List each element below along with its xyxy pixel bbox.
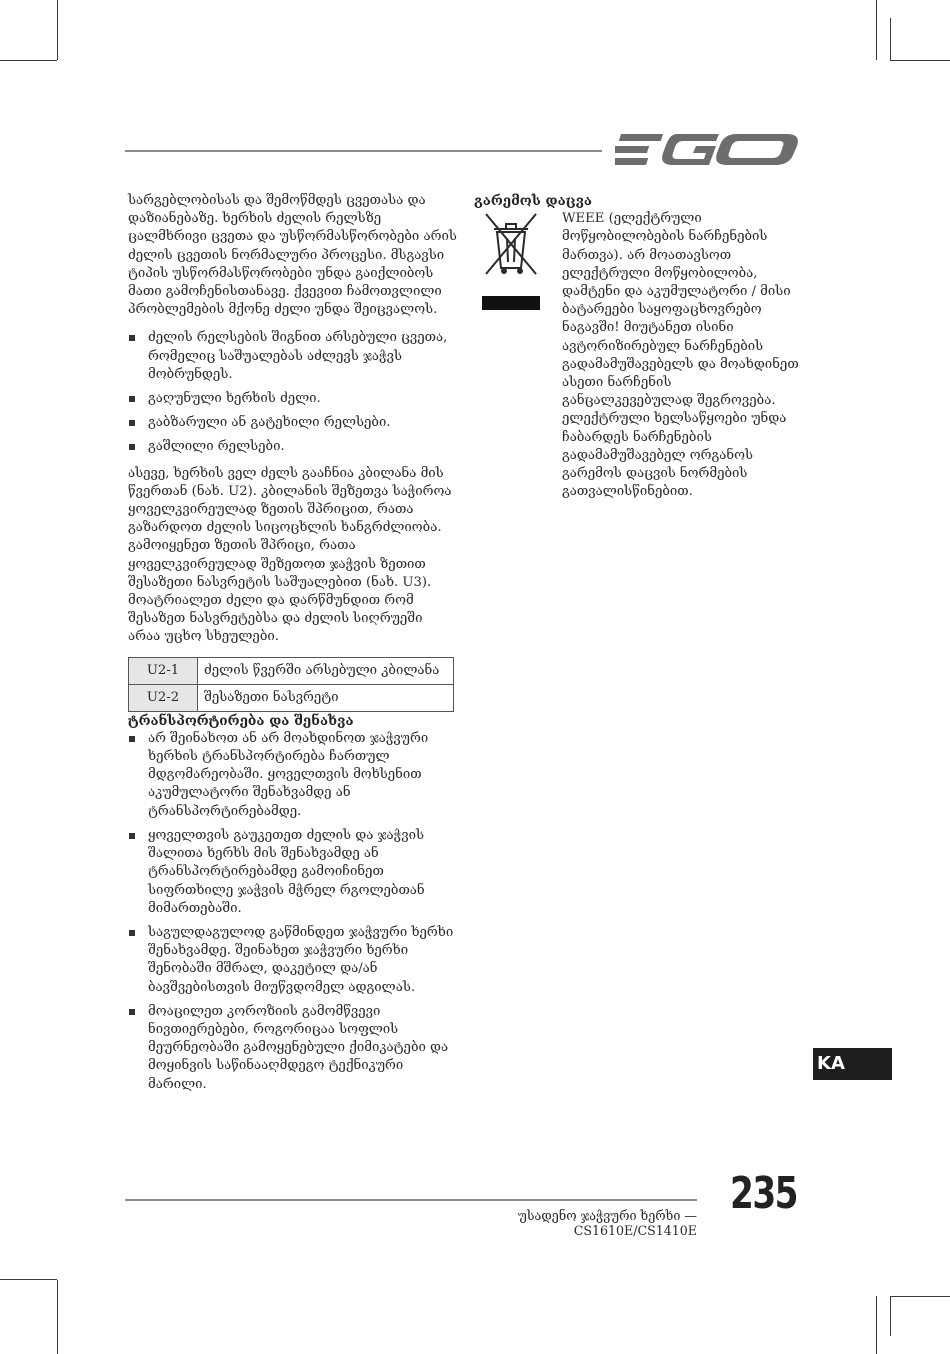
- list-item-text: მოაცილეთ კოროზიის გამომწვევი ნივთიერებები, როგორიცაა სოფლის მეურნეობაში გამოყენებული ქიმიკატები და მოყინვის საწინააღმდეგო ტექნიკური მარილი.: [148, 1003, 449, 1092]
- bullet-icon: [129, 444, 135, 450]
- crop-mark: [876, 0, 877, 60]
- list-item: [128, 827, 458, 918]
- list-item-text: არ შეინახოთ ან არ მოახდინოთ ჯაჭვური ხერხის ტრანსპორტირება ჩართულ მდგომარეობაში. ყოველთვის მოხსენით აკუმულატორი შენახვამდე ან ტრანსპორტირებამდე.: [148, 730, 429, 819]
- list-item: [128, 329, 458, 384]
- list-item-text: ძელის რელსების შიგნით არსებული ცვეთა, რომელიც საშუალებას აძლევს ჯაჭვს მობრუნდეს.: [148, 330, 448, 382]
- ego-logo: [615, 128, 801, 176]
- crop-mark: [890, 18, 891, 60]
- footer-rule: [125, 1199, 697, 1201]
- transport-list: [128, 730, 458, 1094]
- crop-mark: [890, 1296, 891, 1336]
- bullet-icon: [129, 736, 135, 742]
- list-item-text: გაბზარული ან გატეხილი რელსები.: [148, 415, 391, 431]
- header-rule: [125, 150, 602, 152]
- table-row: [129, 657, 454, 684]
- transport-heading: ტრანსპორტირება და შენახვა: [128, 712, 354, 729]
- crop-mark: [57, 1280, 58, 1354]
- bullet-icon: [129, 930, 135, 936]
- weee-block: [474, 210, 804, 501]
- list-item: [128, 414, 458, 432]
- part-description: შესაზეთი ნასვრეტი: [198, 684, 454, 711]
- language-tab: KA: [813, 1048, 892, 1080]
- list-item-text: გაღუნული ხერხის ძელი.: [148, 391, 321, 407]
- crop-mark: [890, 60, 950, 61]
- list-item-text: გაშლილი რელსები.: [148, 439, 285, 455]
- list-item: [128, 438, 458, 456]
- environment-heading: გარემოს დაცვა: [474, 193, 592, 209]
- bullet-icon: [129, 396, 135, 402]
- weee-text: WEEE (ელექტრული მოწყობილობების ნარჩენების მართვა). არ მოათავსოთ ელექტრული მოწყობილობა, დამტენი და აკუმულატორი / მისი ბატარეები საყოფაცხოვრებო ნაგავში! მიუტანეთ ისინი ავტორიზირებულ ნარჩენების გადამამუშავებელს და მოახდინეთ ასეთი ნარჩენის განცალკევებულად შეგროვება. ელექტრული ხელსაწყოები უნდა ჩაბარდეს ნარჩენების გადამამუშავებელ ორგანოს გარემოს დაცვის ნორმების გათვალისწინებით.: [562, 211, 799, 500]
- list-item: [128, 924, 458, 997]
- crop-mark: [890, 1296, 950, 1297]
- part-code: U2-1: [129, 657, 198, 684]
- page-number: 235: [730, 1168, 797, 1219]
- left-column: [128, 192, 458, 1102]
- part-description: ძელის წვერში არსებული კბილანა: [198, 657, 454, 684]
- bullet-icon: [129, 335, 135, 341]
- crossed-out-wheelie-bin-icon: [480, 210, 542, 316]
- crop-mark: [57, 0, 58, 60]
- list-item-text: საგულდაგულოდ გაწმინდეთ ჯაჭვური ხერხი შენახვამდე. შეინახეთ ჯაჭვური ხერხი შენობაში მშრალ, დაკეტილ და/ან ბავშვებისთვის მიუწვდომელ ადგილას.: [148, 924, 454, 995]
- list-item: [128, 730, 458, 821]
- list-item: [128, 390, 458, 408]
- crop-mark: [876, 1296, 877, 1354]
- bullet-icon: [129, 1009, 135, 1015]
- bullet-icon: [129, 833, 135, 839]
- sprocket-paragraph: ასევე, ხერხის ველ ძელს გააჩნია კბილანა მის წვერთან (ნახ. U2). კბილანის შეზეთვა საჭიროა ყოველკვირეულად ზეთის შპრიცით, რათა გაზარდოთ ძელის სიცოცხლის ხანგრძლიობა. გამოიყენეთ ზეთის შპრიცი, რათა ყოველკვირეულად შეზეთოთ ჯაჭვის ზეთით შესაზეთი ნასვრეტის საშუალებით (ნახ. U3). მოატრიალეთ ძელი და დარწმუნდით რომ შესაზეთ ნასვრეტებსა და ძელის სიღრუეში არაა უცხო სხეულები.: [128, 465, 452, 645]
- part-code: U2-2: [129, 684, 198, 711]
- crop-mark: [0, 1279, 57, 1280]
- bar-problem-list: [128, 329, 458, 456]
- footer-title: უსადენო ჯაჭვური ხერხი — CS1610E/CS1410E: [518, 1208, 697, 1238]
- bullet-icon: [129, 420, 135, 426]
- parts-table: [128, 657, 454, 712]
- right-column: [474, 192, 804, 501]
- intro-paragraph: სარგებლობისას და შემოწმდეს ცვეთასა და დაზიანებაზე. ხერხის ძელის რელსზე ცალმხრივი ცვეთა და უსწორმასწორობები არის ძელის ცვეთის ნორმალური პროცესი. მსგავსი ტიპის უსწორმასწორობები უნდა გაიქლიბოს მათი გამოჩენისთანავე. ქვევით ჩამოთვლილი პრობლემების მქონე ძელი უნდა შეიცვალოს.: [128, 193, 457, 318]
- list-item: [128, 1003, 458, 1094]
- crop-mark: [0, 60, 57, 61]
- list-item-text: ყოველთვის გაუკეთეთ ძელის და ჯაჭვის შალითა ხერხს მის შენახვამდე ან ტრანსპორტირებამდე გამოიჩინეთ სიფრთხილე ჯაჭვის მჭრელ რგოლებთან მიმართებაში.: [148, 827, 425, 916]
- table-row: [129, 684, 454, 711]
